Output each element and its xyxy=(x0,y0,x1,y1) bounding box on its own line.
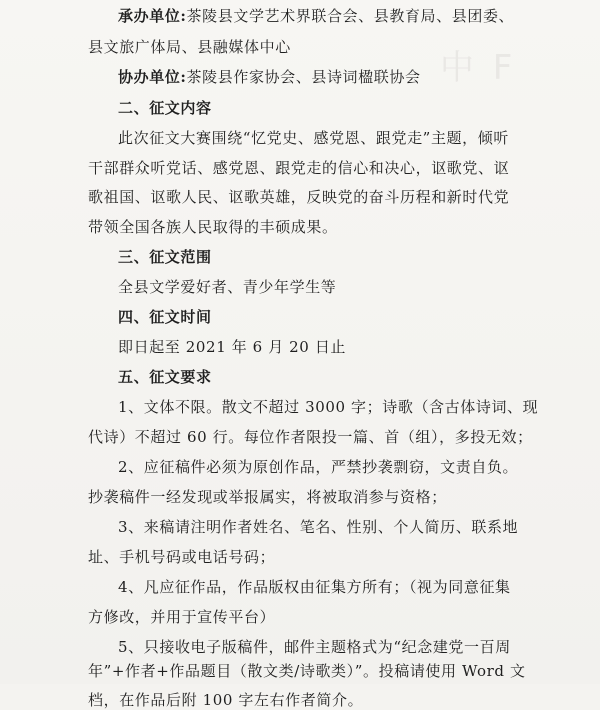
requirement-2-line-2: 抄袭稿件一经发现或举报属实，将被取消参与资格； xyxy=(88,488,447,506)
co-organizer-text: 茶陵县作家协会、县诗词楹联协会 xyxy=(186,68,421,86)
requirement-5-line-1: 5、只接收电子版稿件，邮件主题格式为“纪念建党一百周 xyxy=(118,638,511,656)
requirement-4-line-1: 4、凡应征作品，作品版权由征集方所有；（视为同意征集 xyxy=(118,578,511,596)
organizer-text: 茶陵县文学艺术界联合会、县教育局、县团委、 xyxy=(186,7,515,25)
requirement-5-line-3: 档，在作品后附 100 字左右作者简介。 xyxy=(88,691,364,709)
co-organizer-label: 协办单位: xyxy=(118,68,187,86)
section-4-title: 四、征文时间 xyxy=(118,308,212,326)
show-through-text: 中 F xyxy=(440,48,517,88)
requirement-1-line-2: 代诗）不超过 60 行。每位作者限投一篇、首（组），多投无效； xyxy=(88,428,533,446)
requirement-4-line-2: 方修改，并用于宣传平台） xyxy=(88,608,276,626)
organizer-line-1 xyxy=(118,6,514,26)
organizer-label: 承办单位: xyxy=(118,7,187,25)
requirement-3-line-1: 3、来稿请注明作者姓名、笔名、性别、个人简历、联系地 xyxy=(118,518,519,536)
section-2-paragraph-line-3: 歌祖国、讴歌人民、讴歌英雄，反映党的奋斗历程和新时代党 xyxy=(88,188,510,206)
requirement-2-line-1: 2、应征稿件必须为原创作品，严禁抄袭剽窃，文责自负。 xyxy=(118,458,519,476)
section-3-title: 三、征文范围 xyxy=(118,248,212,266)
section-3-paragraph: 全县文学爱好者、青少年学生等 xyxy=(118,278,337,296)
requirement-5-line-2: 年”+作者+作品题目（散文类/诗歌类）”。投稿请使用 Word 文 xyxy=(88,662,526,680)
section-2-paragraph-line-1: 此次征文大赛围绕“忆党史、感党恩、跟党走”主题，倾听 xyxy=(118,129,509,147)
section-2-paragraph-line-2: 干部群众听党话、感党恩、跟党走的信心和决心，讴歌党、讴 xyxy=(88,159,510,177)
section-5-title: 五、征文要求 xyxy=(118,368,212,386)
section-2-paragraph-line-4: 带领全国各族人民取得的丰硕成果。 xyxy=(88,218,338,236)
requirement-3-line-2: 址、手机号码或电话号码； xyxy=(88,548,276,566)
section-4-paragraph: 即日起至 2021 年 6 月 20 日止 xyxy=(118,338,347,356)
section-2-title: 二、征文内容 xyxy=(118,99,212,117)
requirement-1-line-1: 1、文体不限。散文不超过 3000 字；诗歌（含古体诗词、现 xyxy=(118,398,539,416)
co-organizer-line xyxy=(118,67,421,87)
organizer-line-2: 县文旅广体局、县融媒体中心 xyxy=(88,38,291,56)
